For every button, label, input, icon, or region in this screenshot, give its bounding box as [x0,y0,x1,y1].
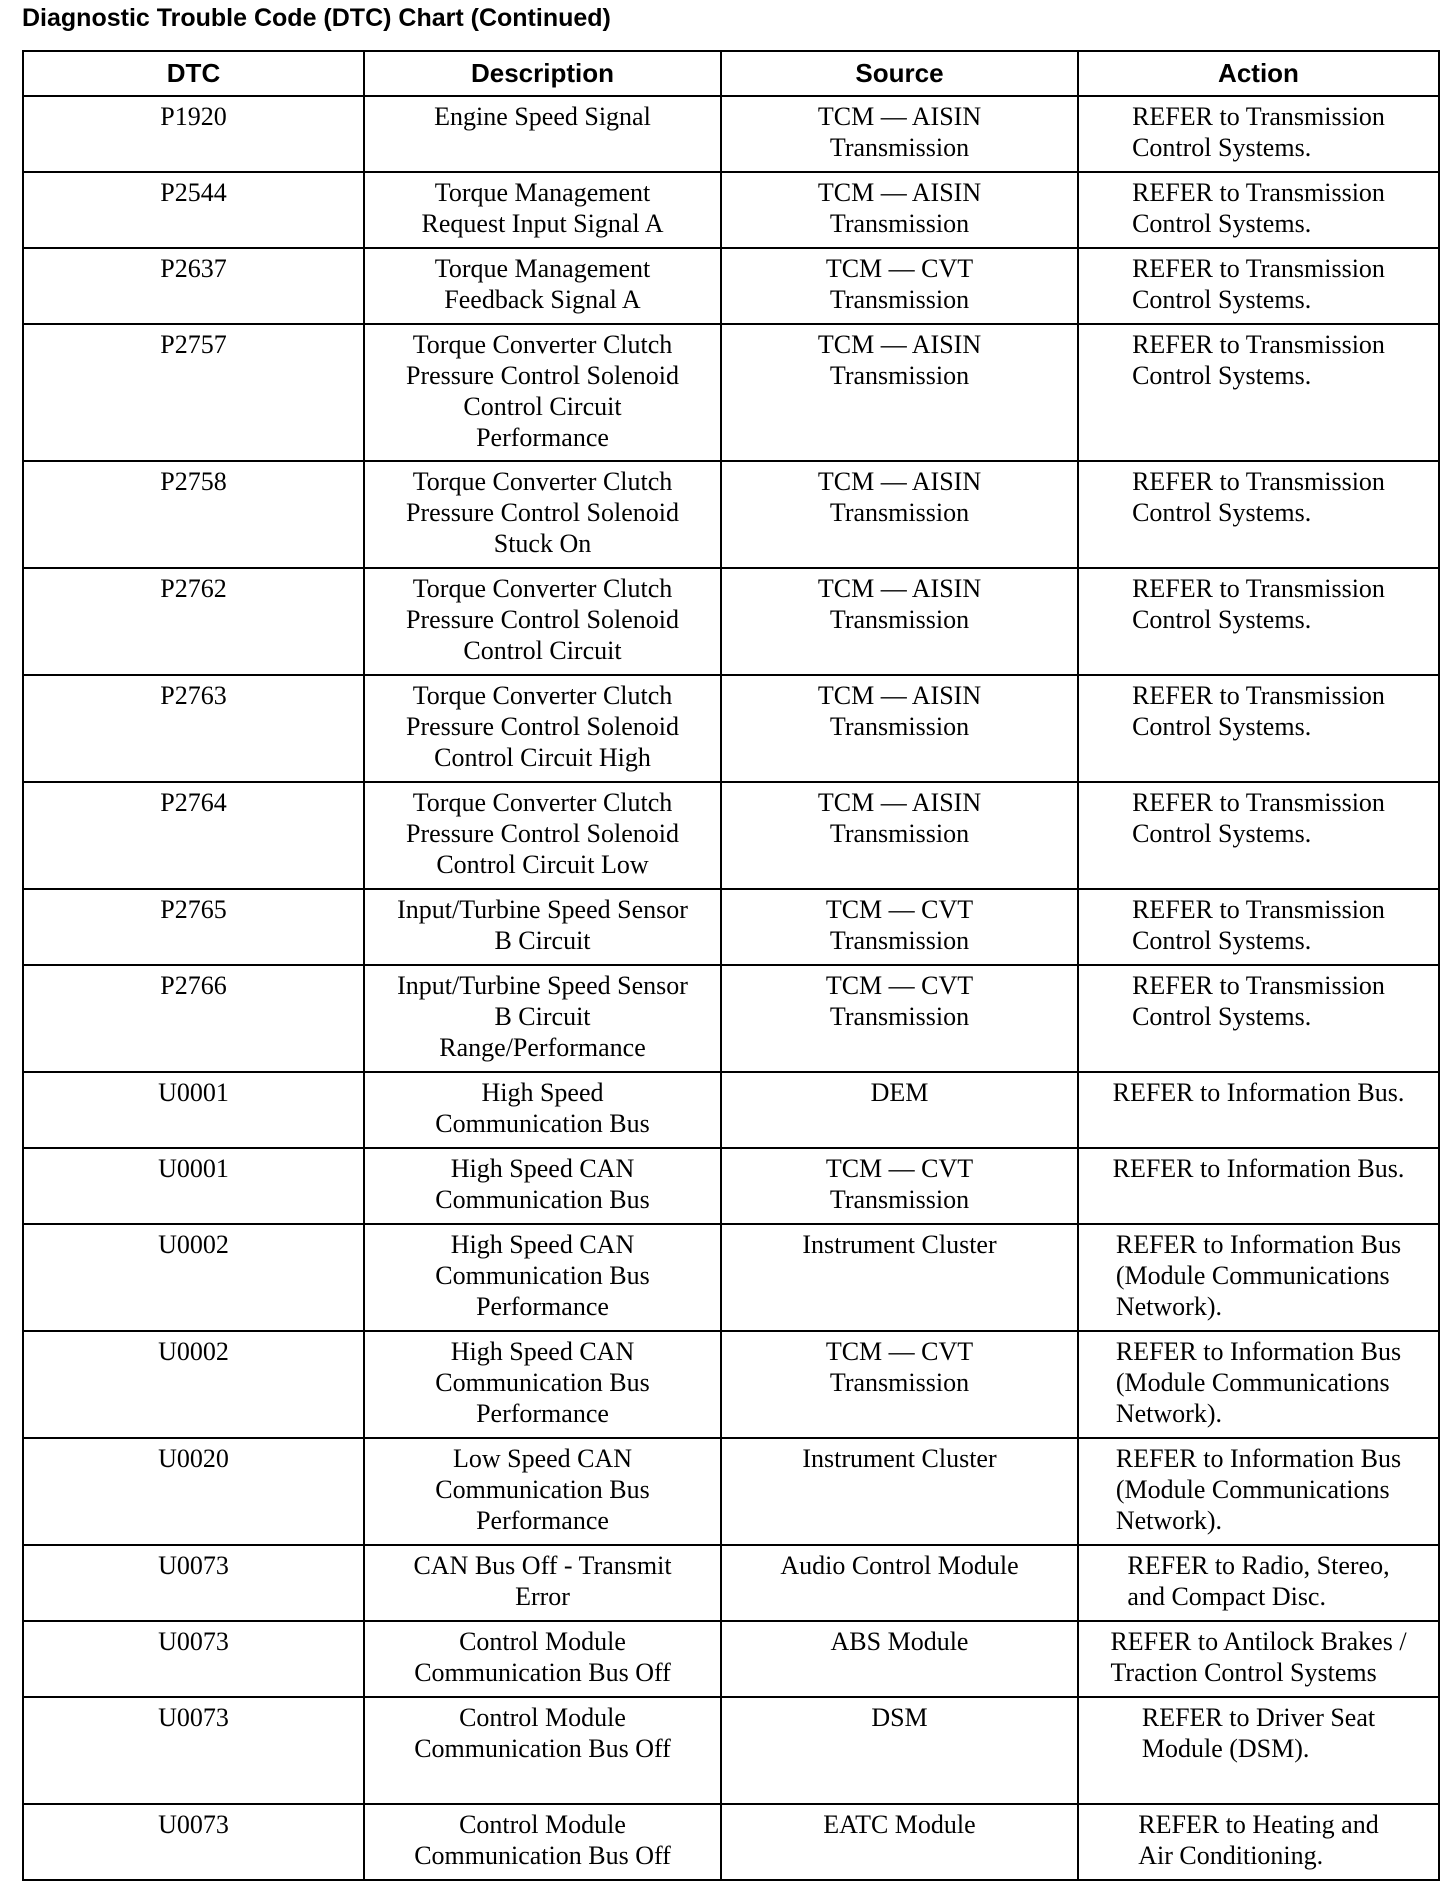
dtc-text: U0073 [158,1551,229,1580]
header-row [23,51,1439,96]
cell-action [1078,965,1439,1072]
cell-source [721,1438,1078,1545]
description-text: High Speed Communication Bus [435,1078,650,1138]
description-text: Input/Turbine Speed Sensor B Circuit [397,895,688,955]
source-text: TCM — CVT Transmission [825,971,974,1031]
cell-description [364,172,721,248]
table-row [23,675,1439,782]
cell-action [1078,782,1439,889]
cell-action [1078,1545,1439,1621]
table-row [23,1224,1439,1331]
dtc-text: P2764 [160,788,227,817]
cell-description [364,1621,721,1697]
action-text: REFER to Antilock Brakes / Traction Control Systems [1110,1627,1407,1687]
cell-action [1078,248,1439,324]
dtc-text: P2762 [160,574,227,603]
cell-action [1078,1438,1439,1545]
cell-description [364,965,721,1072]
action-text: REFER to Transmission Control Systems. [1132,788,1385,848]
action-text: REFER to Transmission Control Systems. [1132,971,1385,1031]
source-text: TCM — CVT Transmission [825,1154,974,1214]
dtc-text: P2766 [160,971,227,1000]
cell-description [364,1224,721,1331]
description-text: Torque Converter Clutch Pressure Control Solenoid Stuck On [406,467,679,558]
dtc-text: P2763 [160,681,227,710]
cell-dtc [23,172,364,248]
cell-source [721,965,1078,1072]
description-text: Input/Turbine Speed Sensor B Circuit Range/Performance [397,971,688,1062]
source-text: TCM — AISIN Transmission [817,102,982,162]
cell-action [1078,324,1439,461]
cell-source [721,1621,1078,1697]
dtc-table [22,50,1440,1881]
cell-source [721,324,1078,461]
cell-source [721,96,1078,172]
table-row [23,965,1439,1072]
cell-dtc [23,1621,364,1697]
description-text: Control Module Communication Bus Off [414,1627,671,1687]
dtc-text: U0073 [158,1703,229,1732]
cell-action [1078,675,1439,782]
description-text: High Speed CAN Communication Bus Performance [435,1337,650,1428]
cell-dtc [23,568,364,675]
action-text: REFER to Driver Seat Module (DSM). [1141,1703,1376,1763]
table-row [23,1545,1439,1621]
cell-source [721,1224,1078,1331]
cell-source [721,172,1078,248]
table-row [23,1697,1439,1804]
dtc-text: U0002 [158,1230,229,1259]
cell-action [1078,1148,1439,1224]
cell-description [364,1331,721,1438]
cell-description [364,889,721,965]
dtc-text: P2544 [160,178,227,207]
description-text: CAN Bus Off - Transmit Error [413,1551,672,1611]
action-text: REFER to Transmission Control Systems. [1132,330,1385,390]
dtc-text: U0020 [158,1444,229,1473]
cell-source [721,782,1078,889]
cell-action [1078,96,1439,172]
source-text: EATC Module [823,1810,976,1839]
cell-action [1078,1224,1439,1331]
source-text: TCM — AISIN Transmission [817,178,982,238]
source-text: DEM [870,1078,929,1107]
cell-source [721,1545,1078,1621]
cell-description [364,1545,721,1621]
description-text: Torque Converter Clutch Pressure Control Solenoid Control Circuit [406,574,679,665]
description-text: Torque Converter Clutch Pressure Control Solenoid Control Circuit High [406,681,679,772]
source-text: TCM — AISIN Transmission [817,681,982,741]
cell-dtc [23,1072,364,1148]
cell-action [1078,889,1439,965]
cell-dtc [23,965,364,1072]
action-text: REFER to Information Bus (Module Communications Network). [1115,1337,1402,1428]
cell-source [721,568,1078,675]
table-row [23,568,1439,675]
cell-source [721,1148,1078,1224]
table-row [23,1331,1439,1438]
header-source: Source [721,51,1078,96]
cell-dtc [23,1331,364,1438]
cell-dtc [23,1545,364,1621]
cell-dtc [23,461,364,568]
dtc-text: U0001 [158,1154,229,1183]
cell-description [364,461,721,568]
description-text: Torque Management Feedback Signal A [434,254,651,314]
source-text: Instrument Cluster [802,1230,997,1259]
source-text: TCM — AISIN Transmission [817,788,982,848]
cell-description [364,1697,721,1804]
cell-dtc [23,1438,364,1545]
cell-description [364,1804,721,1880]
table-row [23,1072,1439,1148]
source-text: TCM — CVT Transmission [825,1337,974,1397]
source-text: Instrument Cluster [802,1444,997,1473]
description-text: High Speed CAN Communication Bus [435,1154,650,1214]
table-row [23,782,1439,889]
cell-action [1078,1804,1439,1880]
cell-source [721,461,1078,568]
table-row [23,461,1439,568]
action-text: REFER to Transmission Control Systems. [1132,681,1385,741]
table-row [23,324,1439,461]
action-text: REFER to Transmission Control Systems. [1132,254,1385,314]
source-text: ABS Module [830,1627,969,1656]
cell-dtc [23,675,364,782]
description-text: High Speed CAN Communication Bus Performance [435,1230,650,1321]
action-text: REFER to Information Bus. [1112,1078,1405,1107]
source-text: TCM — CVT Transmission [825,254,974,314]
table-row [23,1621,1439,1697]
cell-action [1078,1621,1439,1697]
dtc-text: U0001 [158,1078,229,1107]
action-text: REFER to Transmission Control Systems. [1132,895,1385,955]
table-row [23,889,1439,965]
table-row [23,248,1439,324]
action-text: REFER to Information Bus (Module Communications Network). [1115,1444,1402,1535]
cell-dtc [23,1697,364,1804]
cell-source [721,1804,1078,1880]
dtc-text: P2758 [160,467,227,496]
cell-action [1078,172,1439,248]
cell-action [1078,1697,1439,1804]
description-text: Control Module Communication Bus Off [414,1810,671,1870]
dtc-text: U0073 [158,1627,229,1656]
action-text: REFER to Transmission Control Systems. [1132,102,1385,162]
action-text: REFER to Information Bus. [1112,1154,1405,1183]
cell-action [1078,1331,1439,1438]
cell-action [1078,568,1439,675]
header-dtc: DTC [23,51,364,96]
table-row [23,96,1439,172]
cell-description [364,568,721,675]
cell-dtc [23,1224,364,1331]
cell-description [364,248,721,324]
cell-dtc [23,782,364,889]
cell-source [721,1072,1078,1148]
source-text: Audio Control Module [780,1551,1019,1580]
source-text: TCM — CVT Transmission [825,895,974,955]
cell-description [364,96,721,172]
cell-description [364,675,721,782]
table-row [23,1438,1439,1545]
source-text: TCM — AISIN Transmission [817,467,982,527]
cell-source [721,889,1078,965]
source-text: TCM — AISIN Transmission [817,574,982,634]
cell-action [1078,1072,1439,1148]
cell-description [364,1148,721,1224]
cell-description [364,1438,721,1545]
description-text: Torque Management Request Input Signal A [421,178,664,238]
action-text: REFER to Transmission Control Systems. [1132,574,1385,634]
action-text: REFER to Radio, Stereo, and Compact Disc. [1127,1551,1390,1611]
action-text: REFER to Transmission Control Systems. [1132,467,1385,527]
dtc-text: U0002 [158,1337,229,1366]
cell-dtc [23,248,364,324]
cell-action [1078,461,1439,568]
cell-dtc [23,96,364,172]
cell-dtc [23,889,364,965]
cell-description [364,782,721,889]
cell-source [721,675,1078,782]
action-text: REFER to Heating and Air Conditioning. [1138,1810,1379,1870]
description-text: Engine Speed Signal [434,102,651,131]
description-text: Control Module Communication Bus Off [414,1703,671,1763]
cell-dtc [23,1148,364,1224]
table-row [23,172,1439,248]
table-row [23,1804,1439,1880]
description-text: Low Speed CAN Communication Bus Performance [435,1444,650,1535]
dtc-text: U0073 [158,1810,229,1839]
action-text: REFER to Information Bus (Module Communications Network). [1115,1230,1402,1321]
source-text: TCM — AISIN Transmission [817,330,982,390]
dtc-text: P2765 [160,895,227,924]
cell-source [721,248,1078,324]
header-action: Action [1078,51,1439,96]
dtc-text: P1920 [160,102,227,131]
description-text: Torque Converter Clutch Pressure Control Solenoid Control Circuit Performance [406,330,679,452]
cell-dtc [23,324,364,461]
header-description: Description [364,51,721,96]
page-title: Diagnostic Trouble Code (DTC) Chart (Continued) [22,4,611,32]
table-row [23,1148,1439,1224]
cell-dtc [23,1804,364,1880]
description-text: Torque Converter Clutch Pressure Control Solenoid Control Circuit Low [406,788,679,879]
cell-source [721,1331,1078,1438]
cell-source [721,1697,1078,1804]
cell-description [364,1072,721,1148]
action-text: REFER to Transmission Control Systems. [1132,178,1385,238]
dtc-text: P2637 [160,254,227,283]
dtc-text: P2757 [160,330,227,359]
cell-description [364,324,721,461]
source-text: DSM [871,1703,928,1732]
